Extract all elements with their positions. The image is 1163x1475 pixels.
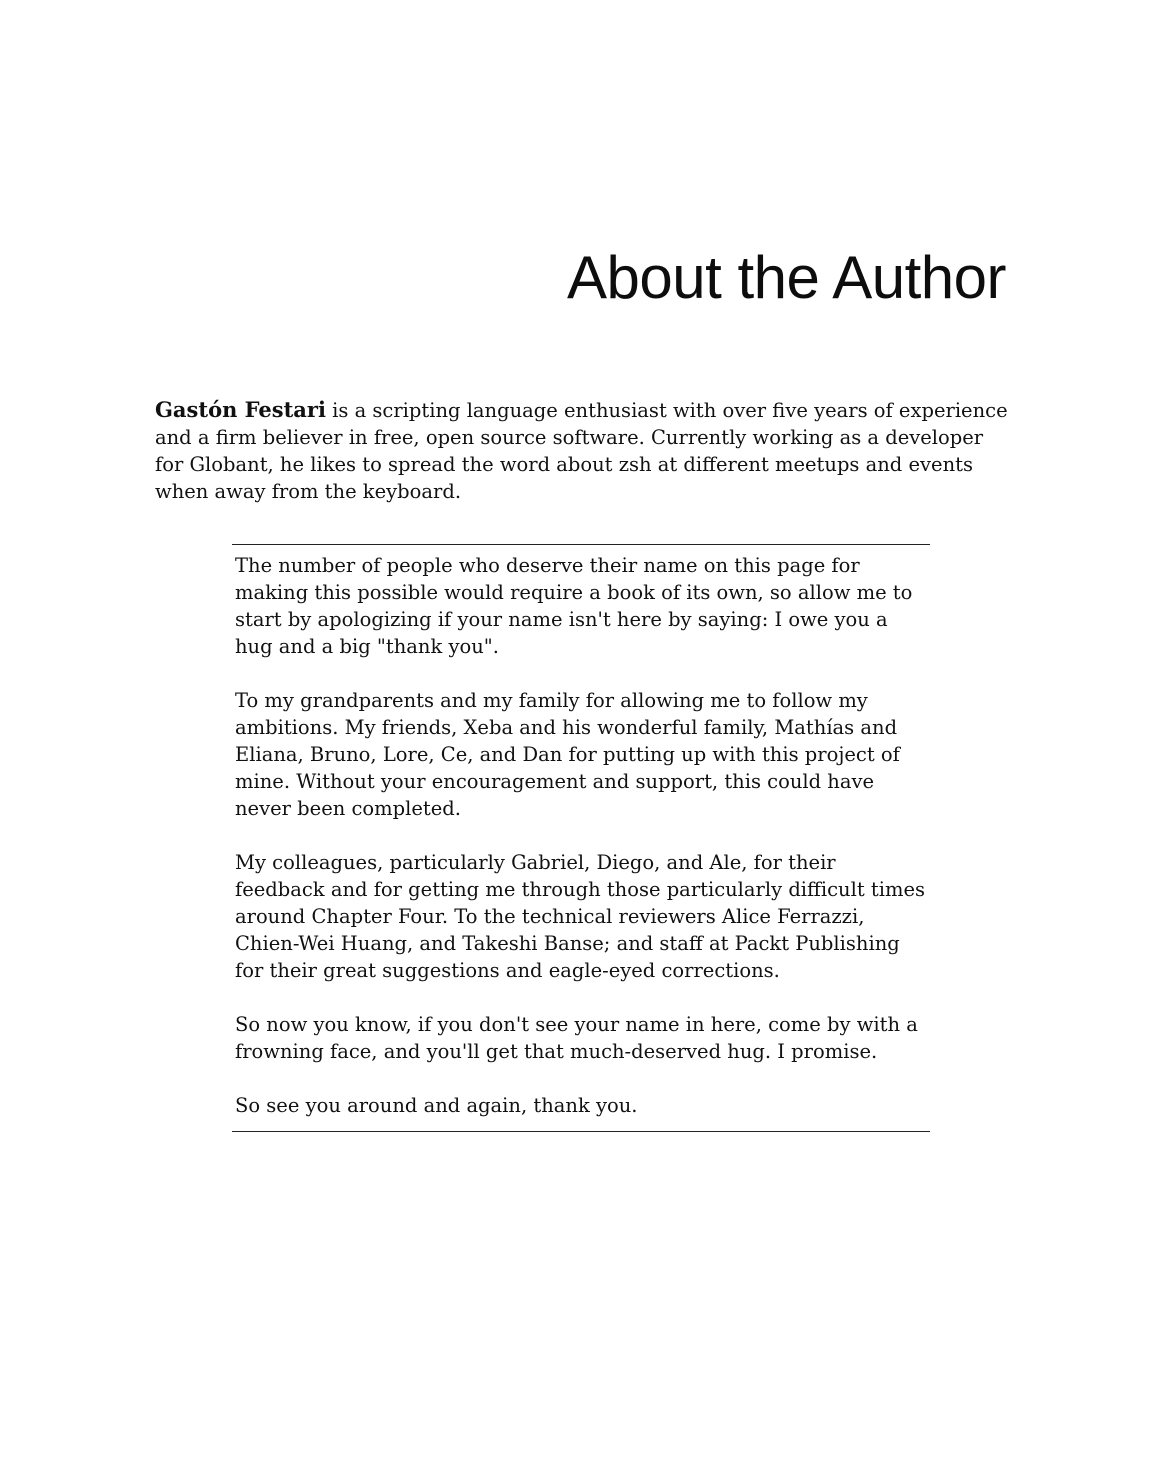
page-title: About the Author [566,244,1006,311]
acknowledgement-paragraph: So see you around and again, thank you. [235,1094,638,1117]
acknowledgement-paragraph: The number of people who deserve their name on this page for making this possible would require a book of its own, so allow me to start by apologizing if your name isn't here by saying: I owe you a hug and a big "thank you". [235,554,913,658]
author-name: Gastón Festari [155,397,326,422]
acknowledgement-paragraph: My colleagues, particularly Gabriel, Diego, and Ale, for their feedback and for getting me through those particularly difficult times around Chapter Four. To the technical reviewers Alice Ferrazzi, Chien-Wei Huang, and Takeshi Banse; and staff at Packt Publishing for their great suggestions and eagle-eyed corrections. [235,851,925,982]
author-bio [155,396,1015,505]
acknowledgement-paragraph: To my grandparents and my family for allowing me to follow my ambitions. My friends, Xeba and his wonderful family, Mathías and Eliana, Bruno, Lore, Ce, and Dan for putting up with this project of mine. Without your encouragement and support, this could have never been completed. [235,689,900,820]
acknowledgements-box [232,544,930,1132]
author-bio-text: is a scripting language enthusiast with over five years of experience and a firm believer in free, open source software. Currently working as a developer for Globant, he likes to spread the word about zsh at different meetups and events when away from the keyboard. [155,399,1008,503]
acknowledgement-paragraph: So now you know, if you don't see your name in here, come by with a frowning face, and you'll get that much-deserved hug. I promise. [235,1013,918,1063]
